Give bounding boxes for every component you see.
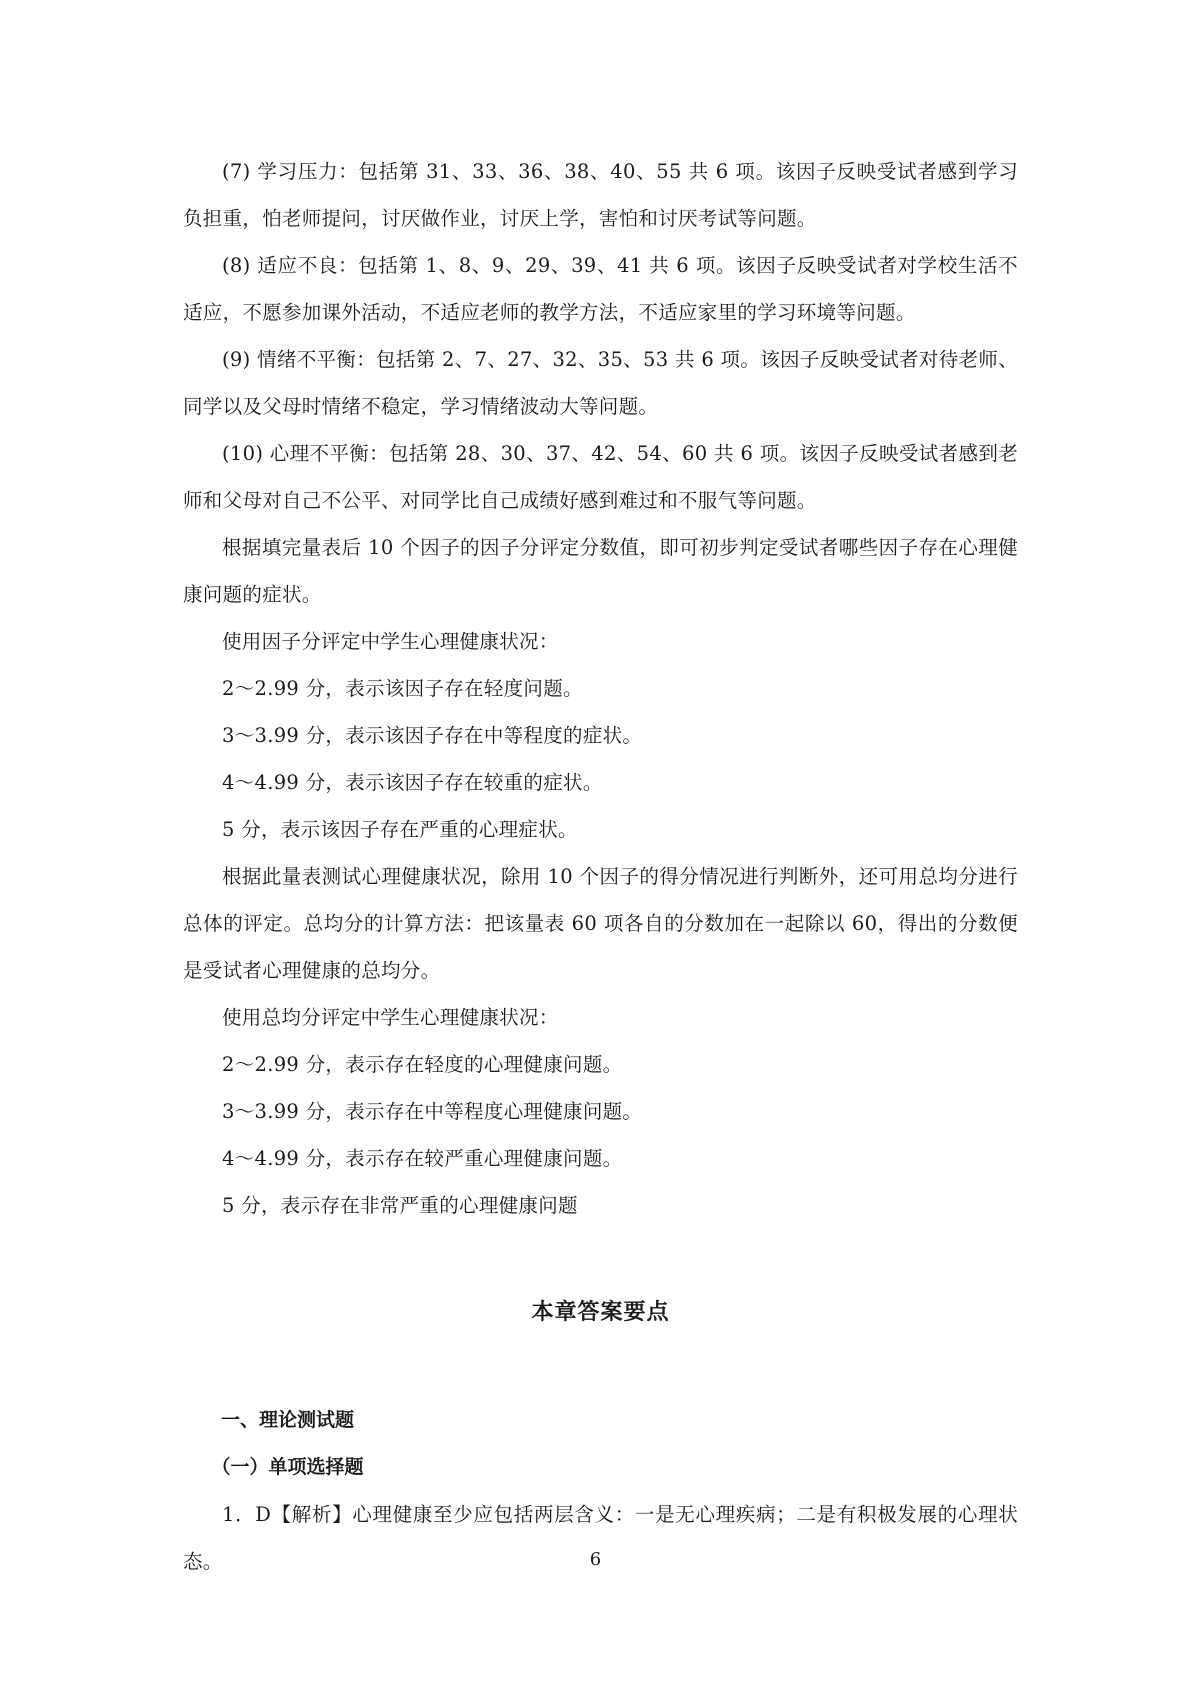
paragraph-factor-summary: 根据填完量表后 10 个因子的因子分评定分数值，即可初步判定受试者哪些因子存在心理健康问题的症状。 (183, 536, 1018, 606)
factor-scoring-intro: 使用因子分评定中学生心理健康状况： (222, 630, 559, 653)
total-scoring-level: 5 分，表示存在非常严重的心理健康问题 (222, 1194, 578, 1217)
paragraph-factor-9: (9) 情绪不平衡：包括第 2、7、27、32、35、53 共 6 项。该因子反映受试者对待老师、同学以及父母时情绪不稳定，学习情绪波动大等问题。 (183, 348, 1018, 418)
paragraph-factor-10: (10) 心理不平衡：包括第 28、30、37、42、54、60 共 6 项。该因子反映受试者感到老师和父母对自己不公平、对同学比自己成绩好感到难过和不服气等问题。 (183, 442, 1018, 512)
section-heading: 一、理论测试题 (221, 1409, 355, 1431)
total-scoring-level: 4～4.99 分，表示存在较严重心理健康问题。 (222, 1147, 623, 1170)
factor-scoring-level: 4～4.99 分，表示该因子存在较重的症状。 (222, 771, 603, 794)
factor-scoring-level: 3～3.99 分，表示该因子存在中等程度的症状。 (222, 724, 643, 747)
total-scoring-level: 3～3.99 分，表示存在中等程度心理健康问题。 (222, 1100, 643, 1123)
factor-scoring-level: 2～2.99 分，表示该因子存在轻度问题。 (222, 677, 583, 700)
paragraph-factor-8: (8) 适应不良：包括第 1、8、9、29、39、41 共 6 项。该因子反映受试者对学校生活不适应，不愿参加课外活动，不适应老师的教学方法，不适应家里的学习环境等问题。 (183, 254, 1018, 324)
paragraph-total-score: 根据此量表测试心理健康状况，除用 10 个因子的得分情况进行判断外，还可用总均分进行总体的评定。总均分的计算方法：把该量表 60 项各自的分数加在一起除以 60，得出的分数便是受试者心理健康的总均分。 (183, 865, 1018, 982)
chapter-title: 本章答案要点 (531, 1300, 670, 1325)
total-scoring-level: 2～2.99 分，表示存在轻度的心理健康问题。 (222, 1053, 623, 1076)
subsection-heading: （一）单项选择题 (211, 1456, 364, 1478)
page-body (183, 148, 1018, 1585)
total-scoring-intro: 使用总均分评定中学生心理健康状况： (222, 1006, 559, 1029)
answer-item: 1．D【解析】心理健康至少应包括两层含义：一是无心理疾病；二是有积极发展的心理状态。 (183, 1503, 1018, 1573)
page-number: 6 (589, 1549, 602, 1570)
factor-scoring-level: 5 分，表示该因子存在严重的心理症状。 (222, 818, 578, 841)
paragraph-factor-7: (7) 学习压力：包括第 31、33、36、38、40、55 共 6 项。该因子反映受试者感到学习负担重，怕老师提问，讨厌做作业，讨厌上学，害怕和讨厌考试等问题。 (183, 160, 1018, 230)
